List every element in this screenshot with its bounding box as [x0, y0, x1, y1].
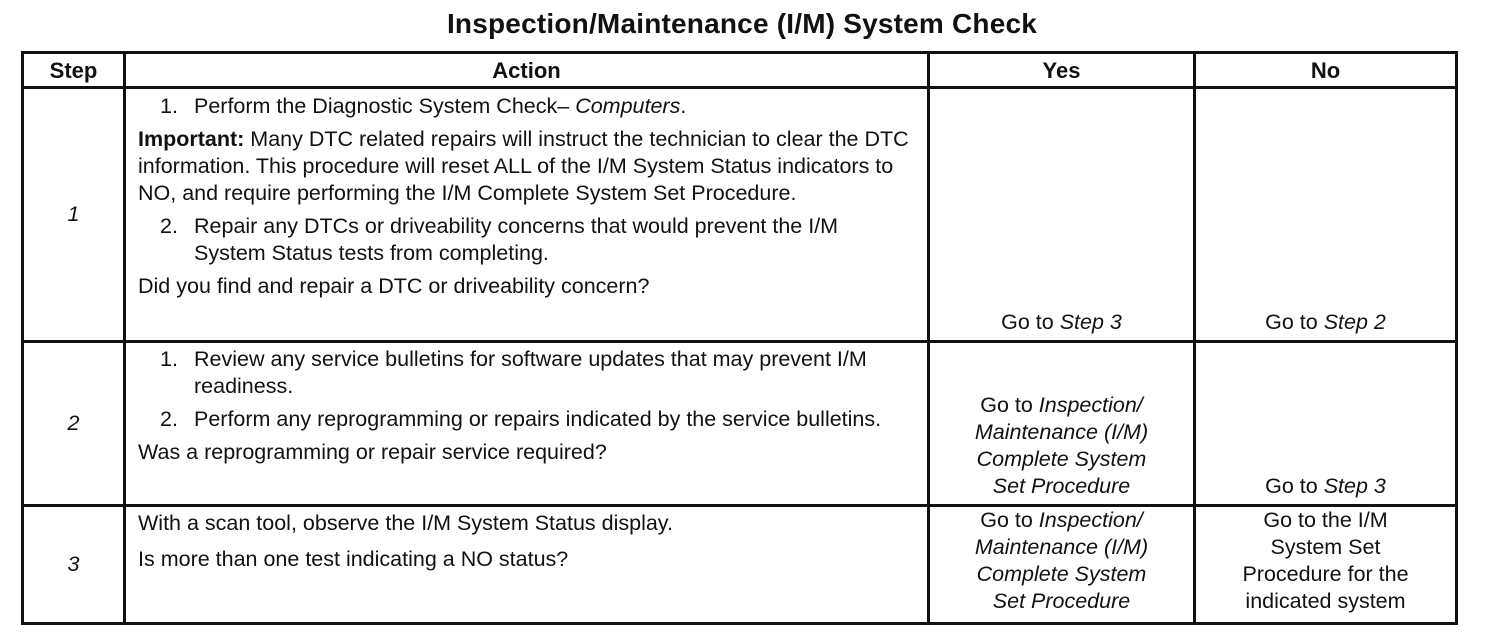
table-row [23, 342, 1457, 506]
header-no: No [1195, 53, 1457, 88]
yes-procedure-link-line[interactable]: Set Procedure [992, 474, 1131, 498]
action-cell [125, 342, 929, 506]
no-step-link[interactable]: Step 3 [1323, 474, 1386, 498]
yes-procedure-link-line[interactable]: Set Procedure [992, 589, 1131, 613]
list-number: 1. [160, 347, 178, 371]
no-procedure-text: Procedure for the [1242, 562, 1409, 586]
system-check-table [21, 51, 1458, 625]
no-step-link[interactable]: Step 2 [1323, 310, 1386, 334]
list-text: Perform the Diagnostic System Check– [194, 94, 570, 118]
header-step: Step [23, 53, 125, 88]
list-item [160, 93, 913, 120]
table-row [23, 506, 1457, 624]
list-text-end: . [680, 94, 687, 118]
no-procedure-text: System Set [1270, 535, 1381, 559]
action-cell [125, 88, 929, 342]
no-prefix: Go to [1265, 310, 1318, 334]
question-text: Was a reprogramming or repair service required? [138, 440, 607, 464]
yes-procedure-link[interactable]: Inspection/ [1038, 508, 1143, 532]
list-number: 1. [160, 94, 178, 118]
table-row [23, 88, 1457, 342]
step-number: 2 [23, 342, 125, 506]
yes-prefix: Go to [980, 508, 1033, 532]
important-note [138, 126, 913, 207]
step-number: 3 [23, 506, 125, 624]
list-item [160, 346, 913, 400]
table-header-row [23, 53, 1457, 88]
list-text: Perform any reprogramming or repairs indicated by the service bulletins. [194, 407, 882, 431]
yes-procedure-link-line[interactable]: Maintenance (I/M) [974, 535, 1149, 559]
important-label: Important: [138, 127, 245, 151]
document-title: Inspection/Maintenance (I/M) System Check [446, 8, 1038, 39]
no-procedure-text: Go to the I/M [1263, 508, 1388, 532]
list-item [160, 213, 913, 267]
question-text: Is more than one test indicating a NO status? [138, 547, 569, 571]
question-text: Did you find and repair a DTC or driveability concern? [138, 274, 650, 298]
yes-prefix: Go to [980, 393, 1033, 417]
no-prefix: Go to [1265, 474, 1318, 498]
no-cell [1195, 88, 1457, 342]
no-cell [1195, 342, 1457, 506]
list-text: Repair any DTCs or driveability concerns that would prevent the I/M System Status tests from completing. [194, 214, 839, 265]
header-yes: Yes [929, 53, 1195, 88]
yes-cell [929, 342, 1195, 506]
yes-step-link[interactable]: Step 3 [1059, 310, 1122, 334]
list-text: Review any service bulletins for software updates that may prevent I/M readiness. [194, 347, 867, 398]
list-item [160, 406, 913, 433]
no-cell [1195, 506, 1457, 624]
yes-procedure-link-line[interactable]: Maintenance (I/M) [974, 420, 1149, 444]
yes-prefix: Go to [1001, 310, 1054, 334]
step-number: 1 [23, 88, 125, 342]
no-procedure-text: indicated system [1245, 589, 1406, 613]
important-text: Many DTC related repairs will instruct the technician to clear the DTC information. This procedure will reset ALL of the I/M System Status indicators to NO, and require performing the I/M Complete System Set Procedure. [138, 127, 909, 205]
list-number: 2. [160, 407, 178, 431]
yes-procedure-link-line[interactable]: Complete System [976, 447, 1147, 471]
action-text: With a scan tool, observe the I/M System Status display. [138, 511, 673, 535]
yes-procedure-link-line[interactable]: Complete System [976, 562, 1147, 586]
action-cell [125, 506, 929, 624]
yes-cell [929, 88, 1195, 342]
yes-procedure-link[interactable]: Inspection/ [1038, 393, 1143, 417]
reference-link[interactable]: Computers [575, 94, 681, 118]
yes-cell [929, 506, 1195, 624]
header-action: Action [125, 53, 929, 88]
list-number: 2. [160, 214, 178, 238]
